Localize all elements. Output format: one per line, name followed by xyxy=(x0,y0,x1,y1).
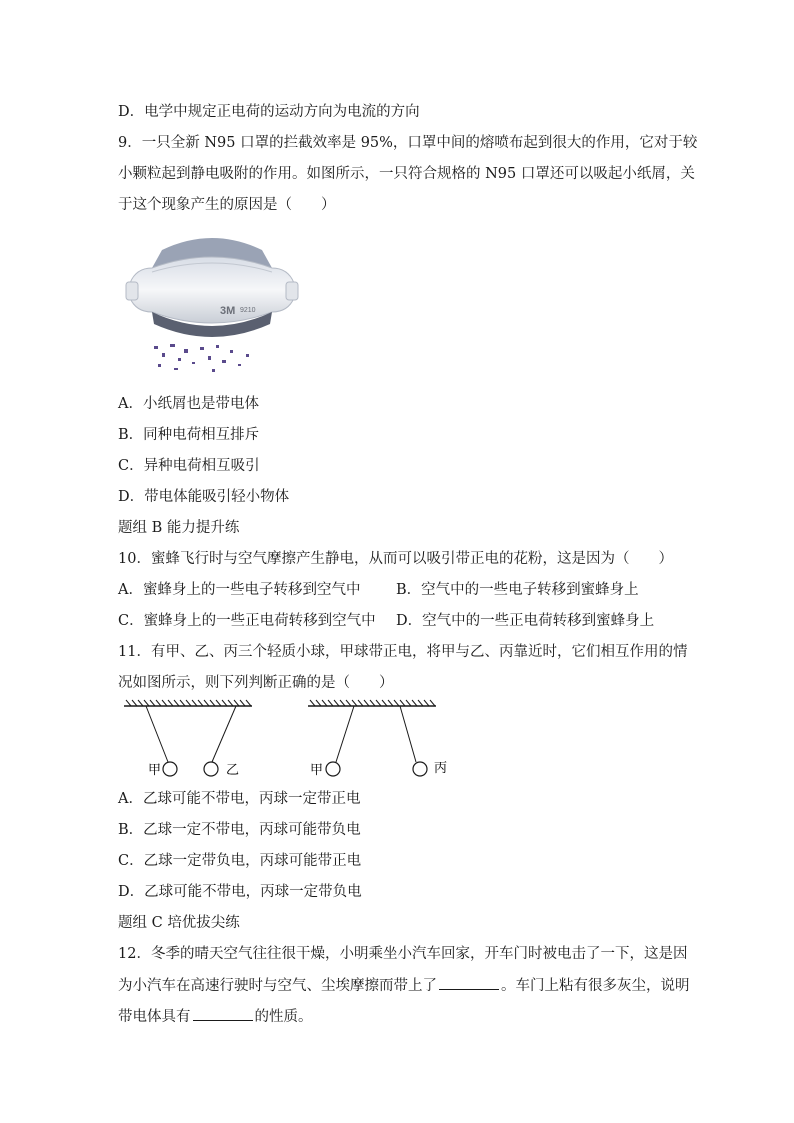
q10-option-d: D．空气中的一些正电荷转移到蜜蜂身上 xyxy=(396,613,655,629)
ball-yi xyxy=(204,762,218,776)
q11-stem-line-1: 11．有甲、乙、丙三个轻质小球，甲球带正电，将甲与乙、丙靠近时，它们相互作用的情 xyxy=(118,644,688,660)
q9-stem-line-2: 小颗粒起到静电吸附的作用。如图所示，一只符合规格的 N95 口罩还可以吸起小纸屑，关 xyxy=(118,166,695,182)
group-c-heading: 题组 C 培优拔尖练 xyxy=(118,915,240,931)
left-ceiling xyxy=(124,700,252,706)
paper-scraps xyxy=(154,344,249,372)
label-jia-left: 甲 xyxy=(148,763,162,778)
q10-option-b: B．空气中的一些电子转移到蜜蜂身上 xyxy=(396,582,639,598)
q10-stem: 10．蜜蜂飞行时与空气摩擦产生静电，从而可以吸引带正电的花粉，这是因为（ ） xyxy=(118,551,673,567)
q12-line-2-after-blank: 。车门上粘有很多灰尘，说明 xyxy=(501,978,690,994)
charged-balls-diagram xyxy=(118,698,448,788)
q9-option-a: A．小纸屑也是带电体 xyxy=(118,396,259,412)
q12-line-3-after-blank: 的性质。 xyxy=(254,1009,313,1025)
ball-jia-right xyxy=(326,762,340,776)
mask-model-text: 9210 xyxy=(240,307,256,314)
q11-option-d: D．乙球可能不带电，丙球一定带负电 xyxy=(118,884,362,900)
q12-line-2 xyxy=(118,975,690,996)
q11-option-c: C．乙球一定带负电，丙球可能带正电 xyxy=(118,853,362,869)
q8-option-d: D．电学中规定正电荷的运动方向为电流的方向 xyxy=(118,104,420,120)
q12-line-2-before-blank: 为小汽车在高速行驶时与空气、尘埃摩擦而带上了 xyxy=(118,978,437,994)
mask-brand-text: 3M xyxy=(220,305,236,317)
q10-option-a: A．蜜蜂身上的一些电子转移到空气中 xyxy=(118,582,361,598)
right-ceiling xyxy=(308,700,436,706)
q11-option-b: B．乙球一定不带电，丙球可能带负电 xyxy=(118,822,361,838)
q12-answer-blank-1[interactable] xyxy=(439,975,499,990)
q9-option-d: D．带电体能吸引轻小物体 xyxy=(118,489,290,505)
n95-mask-image xyxy=(122,228,302,378)
ball-jia-left xyxy=(163,762,177,776)
ball-bing xyxy=(413,762,427,776)
q12-answer-blank-2[interactable] xyxy=(193,1006,253,1021)
q11-stem-line-2: 况如图所示，则下列判断正确的是（ ） xyxy=(118,675,394,691)
q9-stem-line-1: 9．一只全新 N95 口罩的拦截效率是 95%，口罩中间的熔喷布起到很大的作用，它对于较 xyxy=(118,135,698,151)
label-yi: 乙 xyxy=(226,763,240,778)
group-b-heading: 题组 B 能力提升练 xyxy=(118,520,240,536)
q12-line-1: 12．冬季的晴天空气往往很干燥，小明乘坐小汽车回家，开车门时被电击了一下，这是因 xyxy=(118,946,688,962)
q9-stem-line-3: 于这个现象产生的原因是（ ） xyxy=(118,197,336,213)
label-jia-right: 甲 xyxy=(310,763,324,778)
label-bing: 丙 xyxy=(434,761,448,776)
q9-option-c: C．异种电荷相互吸引 xyxy=(118,458,260,474)
q10-option-c: C．蜜蜂身上的一些正电荷转移到空气中 xyxy=(118,613,376,629)
q12-line-3-before-blank: 带电体具有 xyxy=(118,1009,191,1025)
q11-option-a: A．乙球可能不带电，丙球一定带正电 xyxy=(118,791,361,807)
q12-line-3 xyxy=(118,1006,313,1027)
q9-option-b: B．同种电荷相互排斥 xyxy=(118,427,260,443)
